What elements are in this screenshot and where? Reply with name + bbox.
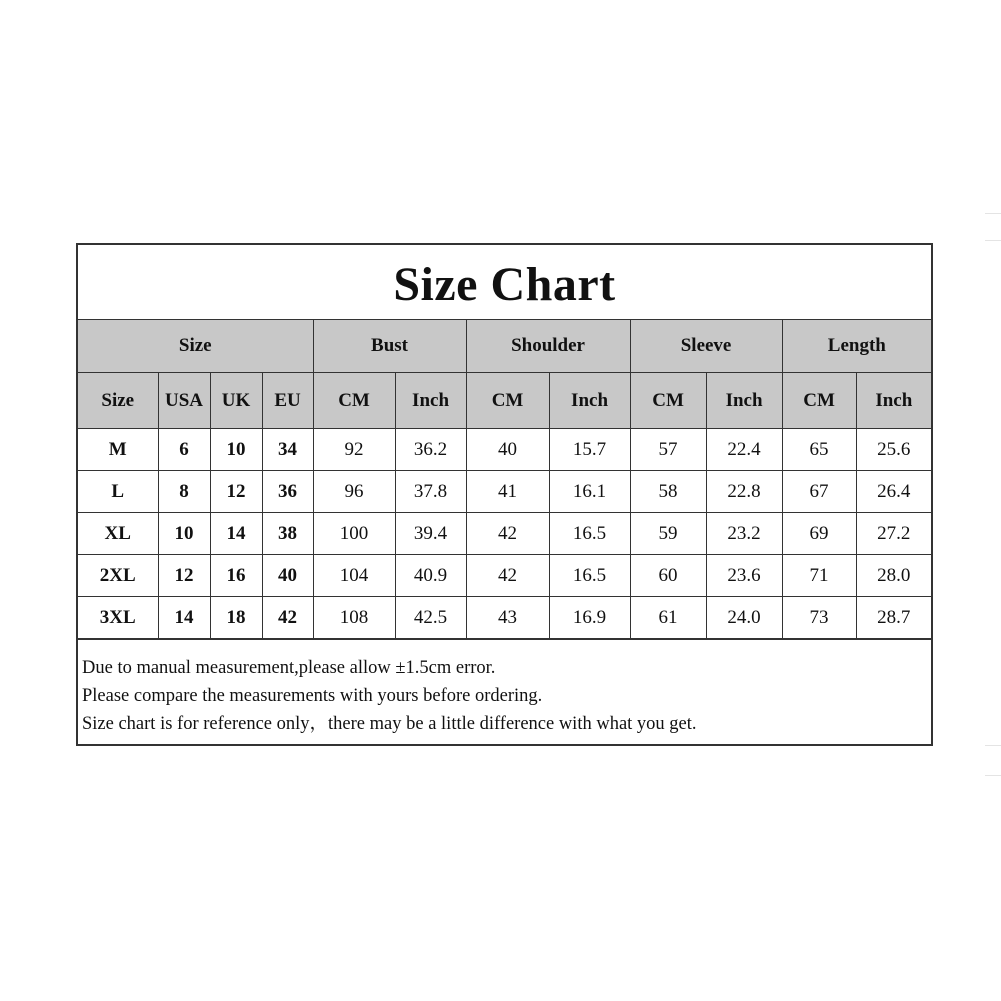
table-cell: 12 — [158, 555, 210, 597]
group-header-size: Size — [78, 320, 313, 373]
table-cell: 69 — [782, 513, 856, 555]
table-cell: 57 — [630, 429, 706, 471]
table-cell: 67 — [782, 471, 856, 513]
table-cell: 96 — [313, 471, 395, 513]
column-header: Inch — [706, 373, 782, 429]
table-cell: 16.9 — [549, 597, 630, 639]
table-cell: L — [78, 471, 158, 513]
column-header: Inch — [549, 373, 630, 429]
table-row — [78, 429, 931, 471]
table-cell: 6 — [158, 429, 210, 471]
table-cell: 36.2 — [395, 429, 466, 471]
table-cell: 23.6 — [706, 555, 782, 597]
table-cell: 15.7 — [549, 429, 630, 471]
edge-line — [985, 745, 1001, 746]
table-cell: 42.5 — [395, 597, 466, 639]
table-cell: 10 — [158, 513, 210, 555]
table-cell: 3XL — [78, 597, 158, 639]
column-header: Inch — [395, 373, 466, 429]
title-row — [78, 245, 931, 320]
edge-line — [985, 775, 1001, 776]
table-cell: 28.7 — [856, 597, 931, 639]
table-cell: 14 — [158, 597, 210, 639]
table-cell: 61 — [630, 597, 706, 639]
size-chart — [76, 243, 933, 746]
table-cell: 42 — [262, 597, 313, 639]
column-header: CM — [466, 373, 549, 429]
column-header: CM — [630, 373, 706, 429]
table-cell: 16 — [210, 555, 262, 597]
group-header-shoulder: Shoulder — [466, 320, 630, 373]
table-cell: 39.4 — [395, 513, 466, 555]
notes-section — [78, 639, 931, 738]
table-cell: 41 — [466, 471, 549, 513]
table-row — [78, 555, 931, 597]
table-cell: 42 — [466, 555, 549, 597]
table-cell: M — [78, 429, 158, 471]
table-cell: 14 — [210, 513, 262, 555]
table-cell: 12 — [210, 471, 262, 513]
table-cell: 16.1 — [549, 471, 630, 513]
group-header-length: Length — [782, 320, 931, 373]
table-cell: 27.2 — [856, 513, 931, 555]
table-cell: 22.8 — [706, 471, 782, 513]
table-cell: 42 — [466, 513, 549, 555]
column-header-row — [78, 373, 931, 429]
note-line: Due to manual measurement,please allow ±1.5cm error. — [82, 658, 496, 678]
table-cell: 16.5 — [549, 555, 630, 597]
table-cell: 24.0 — [706, 597, 782, 639]
table-cell: 92 — [313, 429, 395, 471]
table-cell: 16.5 — [549, 513, 630, 555]
table-cell: 59 — [630, 513, 706, 555]
table-cell: 36 — [262, 471, 313, 513]
table-cell: 22.4 — [706, 429, 782, 471]
table-cell: 10 — [210, 429, 262, 471]
table-cell: 37.8 — [395, 471, 466, 513]
group-header-bust: Bust — [313, 320, 466, 373]
page-title: Size Chart — [393, 257, 616, 311]
table-cell: 58 — [630, 471, 706, 513]
table-cell: XL — [78, 513, 158, 555]
table-cell: 71 — [782, 555, 856, 597]
table-cell: 60 — [630, 555, 706, 597]
table-cell: 40 — [466, 429, 549, 471]
table-cell: 18 — [210, 597, 262, 639]
table-cell: 23.2 — [706, 513, 782, 555]
table-cell: 73 — [782, 597, 856, 639]
group-header-row — [78, 320, 931, 373]
size-table — [78, 320, 931, 639]
group-header-sleeve: Sleeve — [630, 320, 782, 373]
column-header: Size — [78, 373, 158, 429]
note-line: Size chart is for reference only，there may be a little difference with what you get. — [82, 714, 697, 734]
table-cell: 104 — [313, 555, 395, 597]
table-cell: 34 — [262, 429, 313, 471]
table-cell: 65 — [782, 429, 856, 471]
table-cell: 43 — [466, 597, 549, 639]
note-line: Please compare the measurements with yours before ordering. — [82, 686, 543, 706]
edge-line — [985, 213, 1001, 214]
column-header: CM — [313, 373, 395, 429]
column-header: Inch — [856, 373, 931, 429]
edge-line — [985, 240, 1001, 241]
column-header: EU — [262, 373, 313, 429]
table-row — [78, 471, 931, 513]
table-cell: 8 — [158, 471, 210, 513]
table-cell: 108 — [313, 597, 395, 639]
table-cell: 28.0 — [856, 555, 931, 597]
table-cell: 38 — [262, 513, 313, 555]
table-cell: 40.9 — [395, 555, 466, 597]
column-header: UK — [210, 373, 262, 429]
column-header: USA — [158, 373, 210, 429]
table-cell: 26.4 — [856, 471, 931, 513]
table-cell: 100 — [313, 513, 395, 555]
column-header: CM — [782, 373, 856, 429]
table-cell: 40 — [262, 555, 313, 597]
table-row — [78, 513, 931, 555]
table-cell: 25.6 — [856, 429, 931, 471]
table-cell: 2XL — [78, 555, 158, 597]
table-row — [78, 597, 931, 639]
